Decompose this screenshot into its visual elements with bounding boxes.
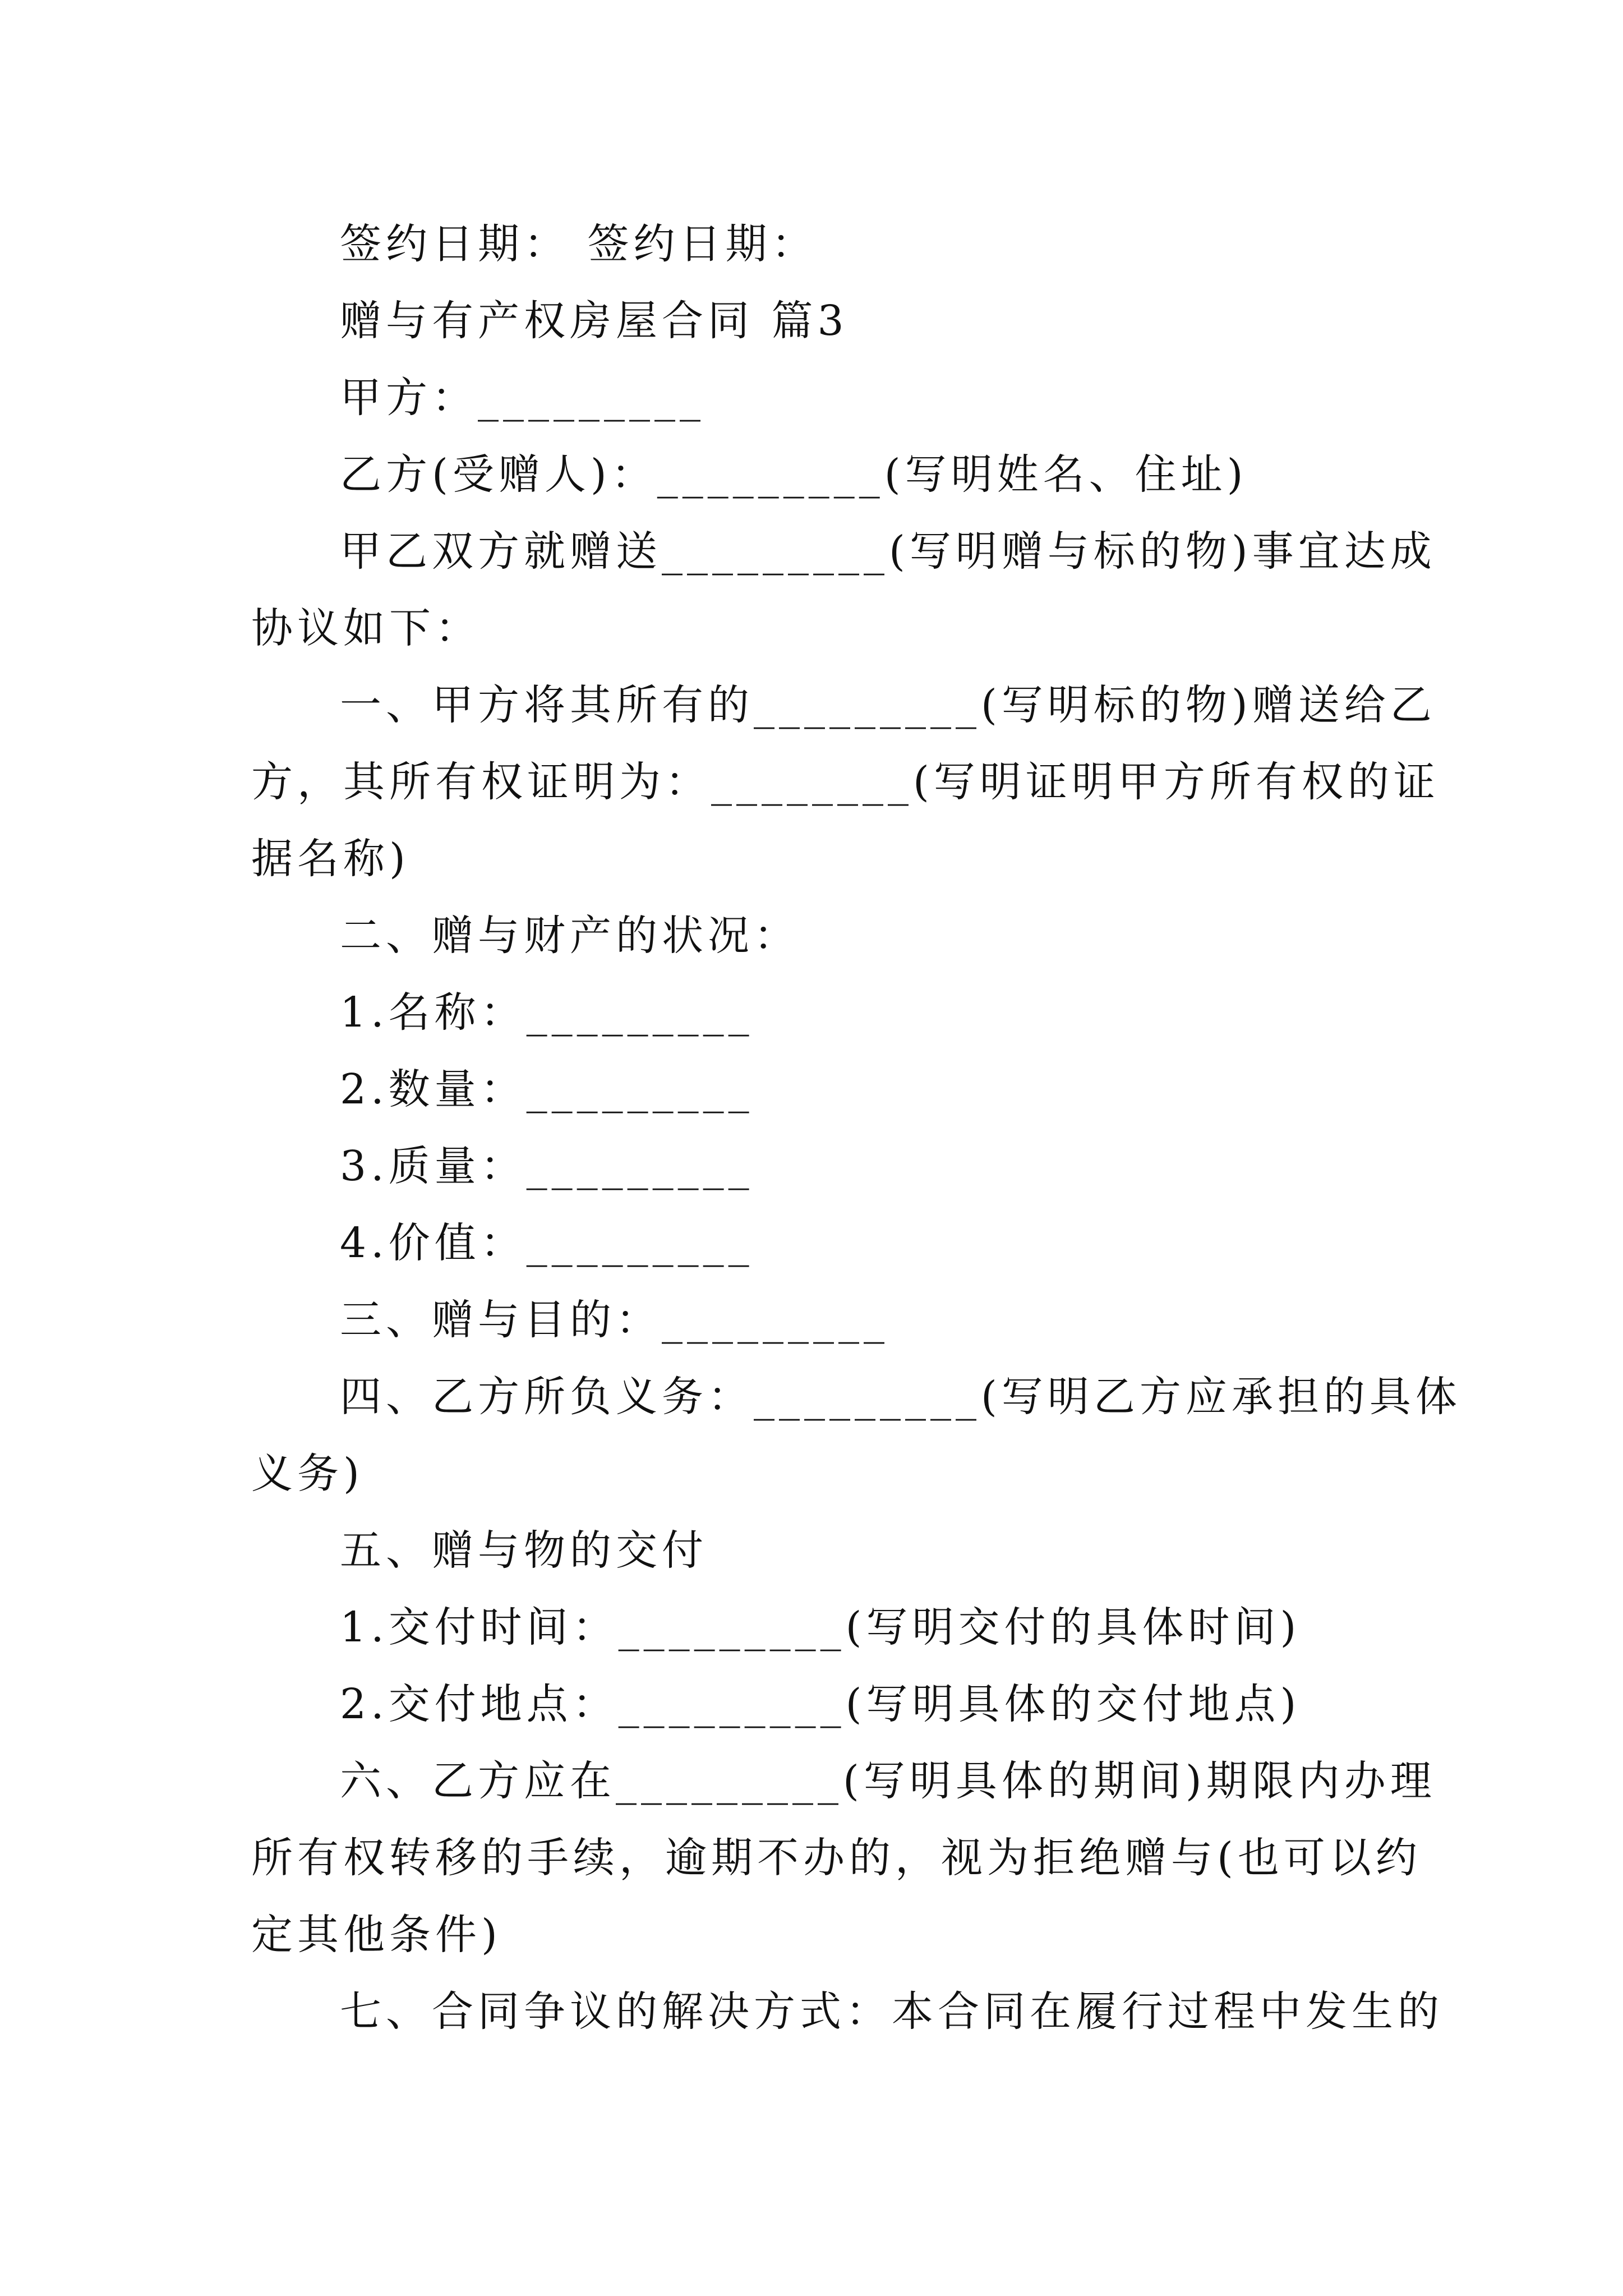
clause-5-heading: 五、赠与物的交付 [340,1526,708,1575]
clause-6-line-1: 六、乙方应在_________(写明具体的期间)期限内办理 [340,1757,1436,1805]
document-body [251,206,1461,2050]
clause-7-line-1: 七、合同争议的解决方式：本合同在履行过程中发生的 [340,1987,1444,2036]
clause-5-delivery-time: 1.交付时间：_________(写明交付的具体时间) [340,1603,1301,1651]
agreement-intro-line-1: 甲乙双方就赠送_________(写明赠与标的物)事宜达成 [340,527,1436,576]
signing-date-line: 签约日期： 签约日期： [340,220,818,268]
agreement-intro-line-2: 协议如下： [251,604,481,652]
clause-2-heading: 二、赠与财产的状况： [340,912,800,960]
clause-2-item-quality: 3.质量：_________ [340,1142,754,1190]
clause-4-line-1: 四、乙方所负义务：_________(写明乙方应承担的具体 [340,1373,1461,1421]
clause-2-item-name: 1.名称：_________ [340,988,754,1037]
party-a-line: 甲方：_________ [340,374,705,422]
clause-2-item-quantity: 2.数量：_________ [340,1065,754,1114]
contract-title: 赠与有产权房屋合同 篇3 [340,297,849,345]
clause-1-line-2: 方，其所有权证明为：________(写明证明甲方所有权的证 [251,758,1440,806]
clause-1-line-3: 据名称) [251,835,410,883]
clause-2-item-value: 4.价值：_________ [340,1219,754,1267]
clause-6-line-2: 所有权转移的手续，逾期不办的，视为拒绝赠与(也可以约 [251,1834,1422,1882]
party-b-line: 乙方(受赠人)：_________(写明姓名、住址) [340,450,1248,499]
clause-1-line-1: 一、甲方将其所有的_________(写明标的物)赠送给乙 [340,681,1436,729]
clause-4-line-2: 义务) [251,1450,364,1498]
clause-6-line-3: 定其他条件) [251,1911,502,1959]
clause-3-line: 三、赠与目的：_________ [340,1296,889,1344]
clause-5-delivery-place: 2.交付地点：_________(写明具体的交付地点) [340,1680,1301,1728]
